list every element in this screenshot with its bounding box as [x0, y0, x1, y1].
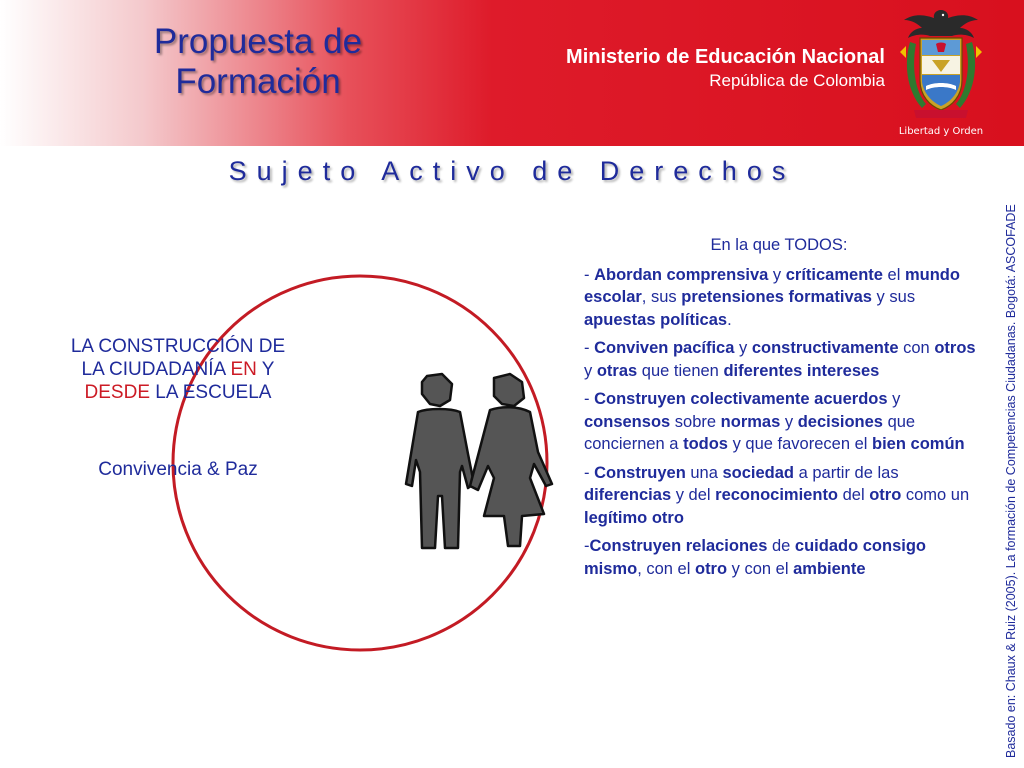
bullet-bold-text: sociedad	[722, 463, 795, 482]
bullet-bold-text: decisiones	[797, 412, 883, 431]
bullet-text: sobre	[670, 412, 721, 431]
bullet-bold-text: Construyen colectivamente acuerdos	[594, 390, 888, 408]
bullet-text: y	[584, 361, 597, 380]
citizenship-line-2	[18, 358, 338, 381]
bullet-text: , sus	[641, 288, 682, 306]
rights-list	[584, 234, 986, 586]
crest-motto: Libertad y Orden	[898, 126, 984, 137]
ministry-block	[566, 44, 885, 92]
bullet-bold-text: otros	[934, 339, 976, 357]
bullet-text: y	[768, 265, 786, 284]
bullet-text: y	[734, 339, 752, 357]
source-reference: Basado en: Chaux & Ruiz (2005). La formación de Competencias Ciudadanas. Bogotá: ASCOFADE	[1004, 204, 1018, 758]
rights-bullet-item	[584, 388, 986, 456]
bullet-bold-text: consensos	[584, 412, 671, 431]
citizenship-desde-highlight: DESDE	[84, 382, 150, 403]
bullet-text: y del	[671, 486, 716, 504]
bullet-text: una	[685, 463, 723, 482]
header-banner	[0, 0, 1024, 146]
bullet-bold-text: todos	[683, 435, 728, 453]
ministry-country: República de Colombia	[709, 71, 885, 90]
bullet-text: y	[887, 390, 901, 408]
bullet-text: el	[882, 265, 905, 284]
bullet-bold-text: diferencias	[584, 486, 672, 504]
bullet-text: -	[584, 463, 595, 482]
bullet-text: -	[584, 265, 595, 284]
bullet-text: , con el	[637, 559, 695, 578]
citizenship-line-1: LA CONSTRUCCIÓN DE	[70, 336, 286, 357]
citizenship-line-2-a: LA CIUDADANÍA	[81, 359, 231, 380]
citizenship-line-2-c: Y	[256, 359, 275, 380]
citizenship-heading	[18, 335, 338, 404]
bullet-text: -	[584, 339, 595, 357]
citizenship-line-3-b: LA ESCUELA	[150, 382, 272, 403]
bullet-bold-text: críticamente	[785, 265, 883, 284]
bullet-bold-text: otro	[869, 486, 902, 504]
bullet-text: a partir de las	[794, 463, 899, 482]
page-title	[118, 22, 398, 102]
citizenship-en-highlight: EN	[230, 359, 257, 380]
bullet-text: y sus	[871, 288, 916, 306]
bullet-bold-text: constructivamente	[751, 339, 899, 357]
bullet-text: -	[584, 537, 590, 555]
bullet-bold-text: legítimo otro	[584, 508, 684, 527]
bullet-text: que tienen	[637, 361, 724, 380]
bullet-bold-text: bien común	[872, 435, 965, 453]
bullet-bold-text: otras	[596, 361, 638, 380]
bullet-text: y	[780, 412, 798, 431]
couple-holding-hands-icon	[398, 368, 558, 568]
page-title-line-1: Propuesta de	[153, 22, 363, 61]
convivencia-label: Convivencia & Paz	[98, 459, 258, 480]
rights-bullet-item	[584, 337, 986, 382]
rights-intro: En la que TODOS:	[710, 236, 848, 254]
bullet-text: de	[767, 537, 795, 555]
bullet-text: y que favorecen el	[728, 435, 873, 453]
bullet-text: del	[838, 486, 870, 504]
bullet-text: que conciernen a	[584, 412, 916, 453]
citizenship-line-3	[18, 381, 338, 404]
bullet-bold-text: pretensiones formativas	[681, 288, 872, 306]
rights-bullet-item	[584, 462, 986, 530]
bullet-bold-text: otro	[694, 559, 728, 578]
bullet-bold-text: mundo escolar	[584, 265, 960, 306]
bullet-bold-text: Construyen relaciones	[589, 537, 768, 555]
bullet-bold-text: Construyen	[594, 463, 686, 482]
rights-bullet-item	[584, 264, 986, 332]
bullet-text: y con el	[727, 559, 794, 578]
bullet-text: -	[584, 390, 595, 408]
rights-bullet-item	[584, 535, 986, 580]
bullet-bold-text: diferentes intereses	[723, 361, 880, 380]
colombia-coat-of-arms-icon	[896, 6, 986, 142]
bullet-text: .	[727, 310, 732, 329]
page-title-line-2: Formación	[175, 62, 341, 101]
bullet-bold-text: normas	[720, 412, 781, 431]
bullet-bold-text: cuidado consigo mismo	[584, 537, 927, 578]
bullet-text: como un	[901, 486, 970, 504]
bullet-bold-text: reconocimiento	[715, 486, 839, 504]
ministry-name: Ministerio de Educación Nacional	[566, 46, 885, 68]
slide-subtitle: Sujeto Activo de Derechos	[228, 156, 796, 186]
bullet-bold-text: Abordan comprensiva	[594, 265, 769, 284]
bullet-text: con	[898, 339, 935, 357]
bullet-bold-text: apuestas políticas	[584, 310, 728, 329]
rights-bullets	[584, 264, 986, 581]
bullet-bold-text: ambiente	[793, 559, 866, 578]
bullet-bold-text: Conviven pacífica	[594, 339, 735, 357]
